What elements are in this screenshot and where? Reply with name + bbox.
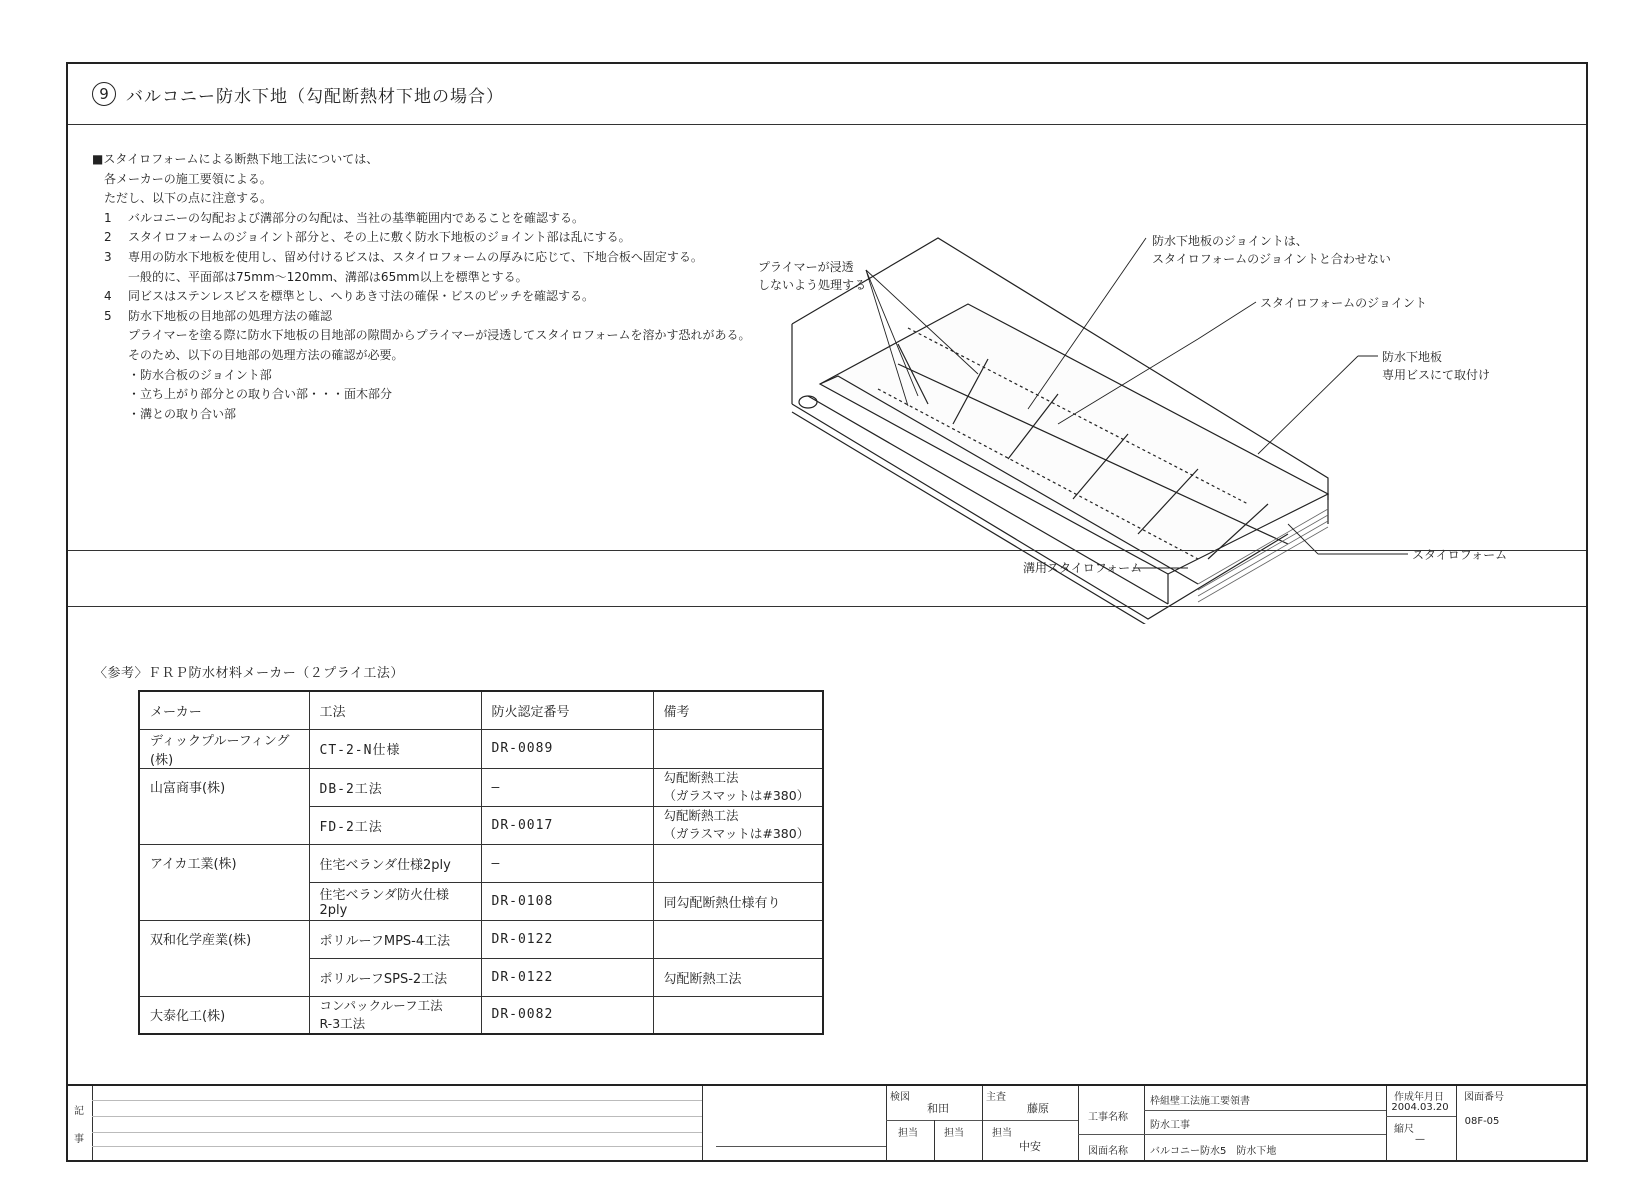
- reference-title: 〈参考〉ＦＲＰ防水材料メーカー（２プライ工法）: [94, 666, 404, 681]
- maker-cell: 山富商事(株): [139, 768, 309, 844]
- label-joint-1: 防水下地板のジョイントは、: [1152, 234, 1308, 248]
- construction-notes: [92, 150, 751, 424]
- project-label: 工事名称: [1088, 1112, 1128, 1123]
- drawing-name: バルコニー防水5 防水下地: [1150, 1146, 1277, 1157]
- label-primer-1: プライマーが浸透: [758, 260, 854, 274]
- label-styro-joint: スタイロフォームのジョイント: [1260, 296, 1427, 310]
- label-primer-2: しないよう処理する: [758, 278, 867, 292]
- cert-cell: DR-0082: [481, 996, 653, 1034]
- note-cell: [653, 920, 823, 958]
- cert-cell: DR-0108: [481, 882, 653, 920]
- drawing-number: 08F-05: [1464, 1116, 1500, 1127]
- tanto-label-2: 担当: [944, 1128, 964, 1139]
- note-cell: 勾配断熱工法 （ガラスマットは#380）: [653, 806, 823, 844]
- note-sub-2: そのため、以下の目地部の処理方法の確認が必要。: [128, 347, 404, 362]
- method-cell: DB-2工法: [309, 768, 481, 806]
- note-bullet: ・防水合板のジョイント部: [128, 367, 272, 382]
- title-block: [68, 1084, 1586, 1160]
- method-cell: CT-2-N仕様: [309, 729, 481, 768]
- cert-cell: DR-0122: [481, 920, 653, 958]
- drawing-sheet: [66, 62, 1588, 1162]
- divider-line: [68, 550, 1586, 551]
- method-cell: 住宅ベランダ仕様2ply: [309, 844, 481, 882]
- maker-cell: ディックプルーフィング(株): [139, 729, 309, 768]
- balcony-diagram: [728, 164, 1568, 628]
- method-cell: ポリルーフMPS-4工法: [309, 920, 481, 958]
- note-item: 1 バルコニーの勾配および溝部分の勾配は、当社の基準範囲内であることを確認する。: [104, 210, 585, 225]
- label-styrofoam: スタイロフォーム: [1412, 548, 1508, 562]
- kenzu-label: 検図: [890, 1092, 910, 1103]
- date-value: 2004.03.20: [1391, 1102, 1449, 1113]
- note-sub-1: プライマーを塗る際に防水下地板の目地部の隙間からプライマーが浸透してスタイロフォームを溶かす恐れがある。: [128, 328, 751, 343]
- cert-cell: DR-0017: [481, 806, 653, 844]
- project-name-1: 枠組壁工法施工要領書: [1150, 1096, 1250, 1107]
- drawing-label: 図面名称: [1088, 1146, 1128, 1157]
- label-board-1: 防水下地板: [1382, 350, 1443, 364]
- shusa-label: 主査: [986, 1092, 1006, 1103]
- divider-line: [68, 606, 1586, 607]
- method-cell: ポリルーフSPS-2工法: [309, 958, 481, 996]
- header-method: 工法: [309, 691, 481, 729]
- remarks-label-1: 記: [74, 1106, 84, 1117]
- method-cell: 住宅ベランダ防火仕様2ply: [309, 882, 481, 920]
- note-cell: 勾配断熱工法 （ガラスマットは#380）: [653, 768, 823, 806]
- table-row: [139, 768, 823, 806]
- notes-intro-2: 各メーカーの施工要領による。: [104, 171, 272, 186]
- label-board-2: 専用ビスにて取付け: [1382, 368, 1491, 382]
- note-cell: [653, 996, 823, 1034]
- note-bullet: ・立ち上がり部分との取り合い部・・・面木部分: [128, 387, 393, 402]
- scale-label: 縮尺: [1394, 1124, 1414, 1135]
- cert-cell: DR-0122: [481, 958, 653, 996]
- frp-maker-table: [138, 690, 824, 1035]
- note-bullet: ・溝との取り合い部: [128, 406, 237, 421]
- remarks-label-2: 事: [74, 1134, 84, 1145]
- note-cell: [653, 844, 823, 882]
- maker-cell: 双和化学産業(株): [139, 920, 309, 996]
- note-cell: [653, 729, 823, 768]
- scale-value: —: [1415, 1134, 1425, 1145]
- method-cell: FD-2工法: [309, 806, 481, 844]
- date-label: 作成年月日: [1394, 1092, 1444, 1103]
- header-maker: メーカー: [139, 691, 309, 729]
- maker-cell: 大泰化工(株): [139, 996, 309, 1034]
- shusa-name: 藤原: [1027, 1102, 1049, 1115]
- tanto-label-3: 担当: [992, 1128, 1012, 1139]
- note-item: 5 防水下地板の目地部の処理方法の確認: [104, 308, 333, 323]
- tanto-label-1: 担当: [898, 1128, 918, 1139]
- table-row: [139, 729, 823, 768]
- table-row: [139, 844, 823, 882]
- section-title: バルコニー防水下地（勾配断熱材下地の場合）: [126, 87, 504, 107]
- table-row: [139, 920, 823, 958]
- project-name-2: 防水工事: [1150, 1120, 1190, 1131]
- note-item: 2 スタイロフォームのジョイント部分と、その上に敷く防水下地板のジョイント部は乱にする。: [104, 230, 631, 245]
- title-bar: [68, 64, 1586, 125]
- cert-cell: –: [481, 844, 653, 882]
- note-item: 4 同ビスはステンレスビスを標準とし、へりあき寸法の確保・ビスのピッチを確認する。: [104, 289, 595, 304]
- note-item: 3 専用の防水下地板を使用し、留め付けるビスは、スタイロフォームの厚みに応じて、下地合板へ固定する。: [104, 249, 703, 264]
- label-joint-2: スタイロフォームのジョイントと合わせない: [1152, 252, 1391, 266]
- section-number: 9: [92, 82, 116, 106]
- cert-cell: DR-0089: [481, 729, 653, 768]
- note-item: 一般的に、平面部は75mm～120mm、溝部は65mm以上を標準とする。: [128, 269, 528, 284]
- table-row: [139, 996, 823, 1034]
- maker-cell: アイカ工業(株): [139, 844, 309, 920]
- label-groove-styrofoam: 溝用スタイロフォーム: [1023, 561, 1143, 575]
- table-header-row: [139, 691, 823, 729]
- notes-intro-3: ただし、以下の点に注意する。: [104, 191, 273, 206]
- cert-cell: –: [481, 768, 653, 806]
- header-cert: 防火認定番号: [481, 691, 653, 729]
- note-cell: 同勾配断熱仕様有り: [653, 882, 823, 920]
- notes-intro-1: ■スタイロフォームによる断熱下地工法については、: [92, 152, 379, 166]
- tanto-name: 中安: [1019, 1140, 1041, 1153]
- note-cell: 勾配断熱工法: [653, 958, 823, 996]
- method-cell: コンパックルーフ工法 R-3工法: [309, 996, 481, 1034]
- header-note: 備考: [653, 691, 823, 729]
- number-label: 図面番号: [1464, 1092, 1504, 1103]
- kenzu-name: 和田: [927, 1102, 949, 1115]
